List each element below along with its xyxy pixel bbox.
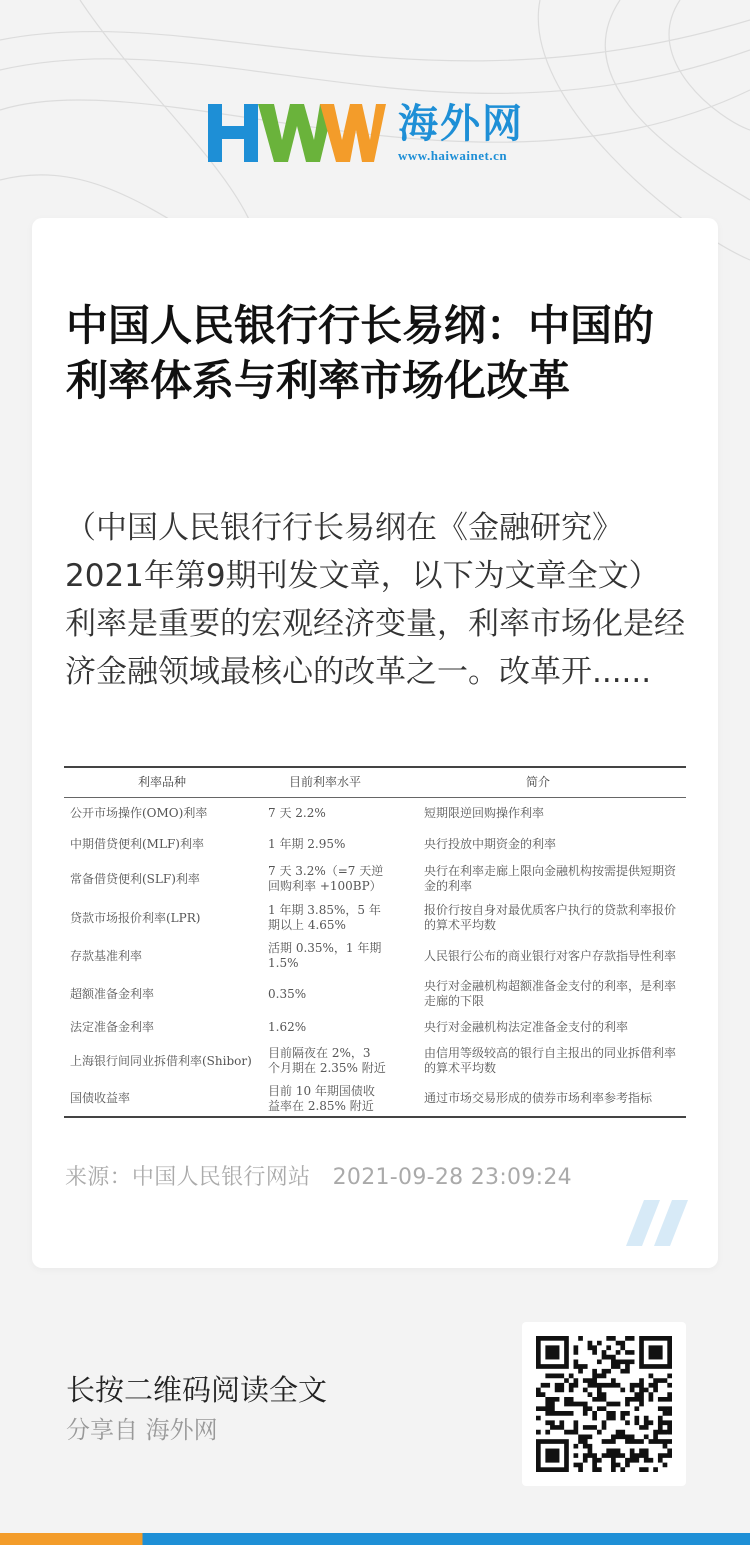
table-row xyxy=(64,797,686,829)
site-logo[interactable] xyxy=(208,100,548,164)
rate-name: 超额准备金利率 xyxy=(70,986,155,1001)
rate-name: 存款基准利率 xyxy=(70,948,143,963)
hww-logo-mark xyxy=(208,100,386,164)
rate-level: 7 天 3.2%（=7 天逆回购利率 +100BP） xyxy=(268,864,384,893)
rate-level: 1.62% xyxy=(268,1019,307,1034)
table-row xyxy=(64,829,686,859)
table-row xyxy=(64,1013,686,1041)
rate-name: 法定准备金利率 xyxy=(70,1019,155,1034)
article-summary: （中国人民银行行长易纲在《金融研究》2021年第9期刊发文章，以下为文章全文） 利率是重要的宏观经济变量，利率市场化是经济金融领域最核心的改革之一。改革开...... xyxy=(65,510,707,690)
table-header-cell: 利率品种 xyxy=(64,767,260,797)
rate-desc: 央行投放中期资金的利率 xyxy=(424,836,557,851)
rate-name: 上海银行间同业拆借利率(Shibor) xyxy=(70,1053,252,1068)
rate-name: 常备借贷便利(SLF)利率 xyxy=(70,871,200,886)
table-row xyxy=(64,1081,686,1117)
rate-level: 目前 10 年期国债收益率在 2.85% 附近 xyxy=(268,1083,375,1113)
rate-desc: 央行对金融机构法定准备金支付的利率 xyxy=(424,1019,629,1034)
table-row xyxy=(64,899,686,937)
qr-code-icon xyxy=(536,1336,672,1472)
rate-desc: 人民银行公布的商业银行对客户存款指导性利率 xyxy=(424,948,677,963)
rate-desc: 央行对金融机构超额准备金支付的利率，是利率走廊的下限 xyxy=(424,979,677,1008)
article-card xyxy=(32,218,718,1268)
table-header-cell: 目前利率水平 xyxy=(260,767,390,797)
share-source: 分享自 海外网 xyxy=(66,1416,218,1444)
rate-level: 活期 0.35%，1 年期 1.5% xyxy=(268,941,382,970)
rate-desc: 短期限逆回购操作利率 xyxy=(424,805,545,820)
rate-name: 国债收益率 xyxy=(70,1091,131,1105)
logo-chinese-name: 海外网 xyxy=(398,100,524,147)
rates-table-image xyxy=(64,766,686,1118)
rates-table xyxy=(64,766,686,1118)
rate-level: 目前隔夜在 2%，3 个月期在 2.35% 附近 xyxy=(268,1046,386,1075)
rate-name: 公开市场操作(OMO)利率 xyxy=(70,805,208,820)
read-full-text-prompt: 长按二维码阅读全文 xyxy=(66,1373,328,1407)
rate-desc: 由信用等级较高的银行自主报出的同业拆借利率的算术平均数 xyxy=(424,1046,677,1075)
rate-name: 中期借贷便利(MLF)利率 xyxy=(70,836,204,851)
article-title: 中国人民银行行长易纲：中国的利率体系与利率市场化改革 xyxy=(66,301,655,405)
rate-level: 7 天 2.2% xyxy=(268,805,326,820)
rate-level: 1 年期 3.85%，5 年期以上 4.65% xyxy=(268,903,381,932)
rate-desc: 通过市场交易形成的债券市场利率参考指标 xyxy=(424,1091,653,1105)
table-header-row xyxy=(64,767,686,797)
rate-level: 1 年期 2.95% xyxy=(268,836,346,851)
rate-level: 0.35% xyxy=(268,986,307,1001)
rate-desc: 央行在利率走廊上限向金融机构按需提供短期资金的利率 xyxy=(424,864,677,893)
table-row xyxy=(64,859,686,899)
table-row xyxy=(64,937,686,975)
bottom-color-bar xyxy=(0,1533,750,1545)
table-row xyxy=(64,975,686,1013)
article-source: 来源：中国人民银行网站 2021-09-28 23:09:24 xyxy=(65,1165,572,1190)
rate-name: 贷款市场报价利率(LPR) xyxy=(70,910,201,925)
table-row xyxy=(64,1041,686,1081)
table-header-cell: 简介 xyxy=(390,767,686,797)
logo-url: www.haiwainet.cn xyxy=(398,148,508,163)
rate-desc: 报价行按自身对最优质客户执行的贷款利率报价的算术平均数 xyxy=(424,903,677,932)
qr-code[interactable] xyxy=(522,1322,686,1486)
double-slash-icon xyxy=(626,1200,696,1246)
